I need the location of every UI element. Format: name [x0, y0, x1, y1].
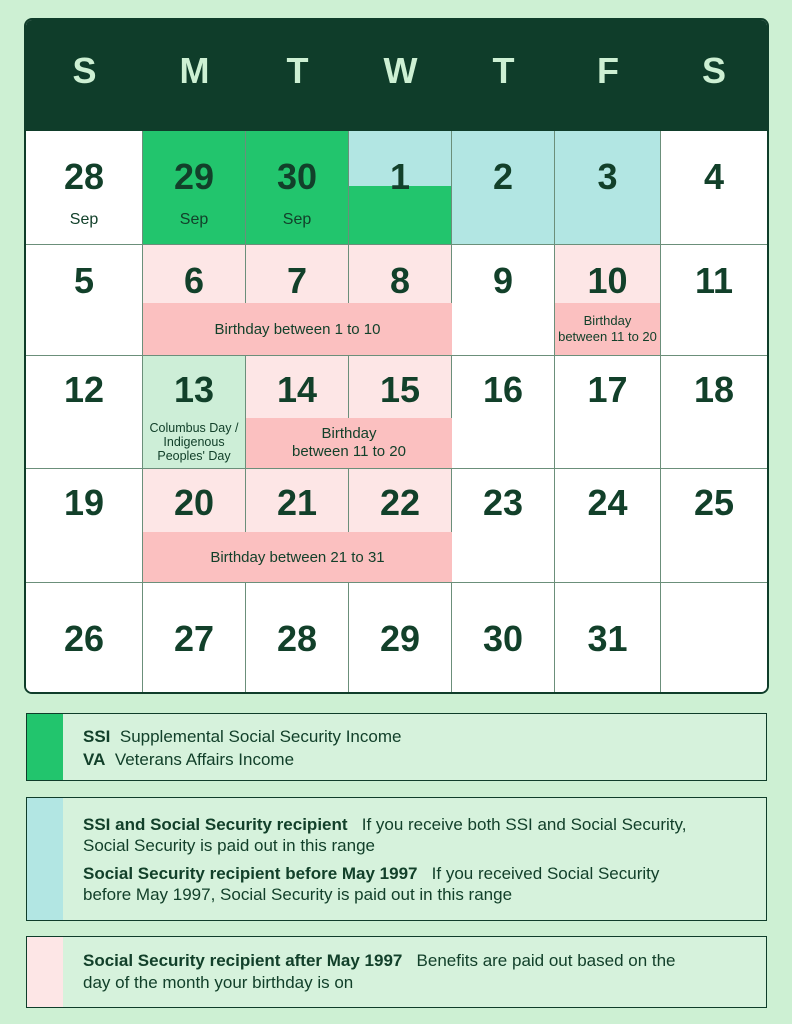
day-number: 28 — [63, 156, 105, 197]
legend-line — [83, 863, 746, 884]
weekday-thu: T — [492, 50, 515, 91]
day-number: 21 — [276, 482, 318, 523]
day-number: 11 — [694, 260, 734, 301]
day-number: 15 — [379, 369, 421, 410]
band-label: Birthday between 21 to 31 — [210, 548, 385, 566]
weekday-header — [26, 20, 767, 131]
birthday-band-21-31 — [143, 532, 452, 583]
day-cell — [661, 131, 767, 245]
day-cell — [349, 583, 452, 694]
day-cell — [555, 356, 661, 469]
weekday-sat: S — [701, 50, 726, 91]
legend-term: SSI and Social Security recipient — [83, 815, 348, 834]
legend-birthday — [26, 936, 767, 1008]
legend-term: VA — [83, 750, 106, 769]
legend-line — [83, 972, 746, 993]
legend-swatch-green — [27, 714, 63, 780]
day-cell — [555, 469, 661, 583]
day-number: 18 — [693, 369, 735, 410]
weekday-mon: M — [179, 50, 210, 91]
calendar-grid — [26, 131, 767, 694]
day-cell — [26, 583, 143, 694]
day-number: 8 — [389, 260, 411, 301]
day-number: 28 — [276, 618, 318, 659]
day-number: 31 — [587, 618, 628, 659]
day-number: 30 — [482, 618, 524, 659]
day-number: 2 — [492, 156, 514, 197]
weekday-wed: W — [383, 50, 418, 91]
legend-line — [83, 726, 746, 747]
day-number: 5 — [73, 260, 95, 301]
day-number: 27 — [173, 618, 215, 659]
legend-desc: Social Security is paid out in this range — [83, 836, 375, 855]
day-cell — [246, 583, 349, 694]
day-cell — [26, 356, 143, 469]
legend-desc: If you receive both SSI and Social Security, — [361, 815, 687, 834]
day-cell-empty — [661, 583, 767, 694]
day-cell — [143, 583, 246, 694]
birthday-band-11-20-small — [555, 303, 661, 356]
weekday-sun: S — [72, 50, 97, 91]
day-number: 9 — [492, 260, 514, 301]
day-number: 23 — [482, 482, 524, 523]
day-cell — [26, 245, 143, 356]
day-month: Sep — [179, 211, 209, 228]
legend-swatch-pink — [27, 937, 63, 1007]
day-number: 29 — [173, 156, 215, 197]
legend-desc: Benefits are paid out based on the — [416, 951, 676, 970]
day-cell-social-security — [555, 131, 661, 245]
day-number: 10 — [587, 260, 628, 301]
legend-term: SSI — [83, 727, 111, 746]
band-label-line2: between 11 to 20 — [558, 329, 657, 344]
legend-desc: Veterans Affairs Income — [114, 750, 295, 769]
legend-desc: If you received Social Security — [431, 864, 660, 883]
holiday-label: Columbus Day / Indigenous Peoples' Day — [149, 421, 239, 463]
day-number: 1 — [389, 156, 411, 197]
calendar — [24, 18, 769, 694]
day-number: 12 — [63, 369, 105, 410]
legend-line — [83, 884, 746, 905]
day-cell — [555, 583, 661, 694]
day-cell — [452, 356, 555, 469]
legend-social-security — [26, 797, 767, 921]
band-label-line2: between 11 to 20 — [292, 443, 406, 460]
day-cell — [26, 469, 143, 583]
legend-line — [83, 749, 746, 770]
legend-line — [83, 950, 746, 971]
day-cell — [661, 245, 767, 356]
day-number: 3 — [597, 156, 618, 197]
day-number: 19 — [63, 482, 105, 523]
band-label: Birthday between 1 to 10 — [214, 320, 381, 338]
day-cell-holiday — [143, 356, 246, 469]
day-cell — [26, 131, 143, 245]
legend-line — [83, 814, 746, 835]
day-number: 16 — [482, 369, 524, 410]
day-number: 13 — [173, 369, 215, 410]
day-month: Sep — [282, 211, 312, 228]
day-number: 26 — [63, 618, 105, 659]
weekday-tue: T — [286, 50, 309, 91]
day-number: 4 — [703, 156, 725, 197]
legend-line — [83, 835, 746, 856]
day-number: 25 — [693, 482, 735, 523]
birthday-band-1-10 — [143, 303, 452, 356]
day-number: 14 — [276, 369, 318, 410]
weekday-fri: F — [597, 50, 619, 91]
day-cell — [452, 245, 555, 356]
day-cell-ssi-split — [349, 131, 452, 245]
legend-swatch-teal — [27, 798, 63, 920]
legend-desc: before May 1997, Social Security is paid out in this range — [83, 885, 513, 904]
legend-term: Social Security recipient before May 1997 — [83, 864, 418, 883]
day-cell — [452, 469, 555, 583]
day-number: 7 — [286, 260, 308, 301]
day-cell-social-security — [452, 131, 555, 245]
day-number: 22 — [379, 482, 421, 523]
day-cell — [452, 583, 555, 694]
day-cell — [661, 469, 767, 583]
day-number: 17 — [587, 369, 628, 410]
legend-desc: Supplemental Social Security Income — [119, 727, 402, 746]
band-label-line1: Birthday — [583, 313, 632, 328]
legend-desc: day of the month your birthday is on — [83, 973, 354, 992]
day-cell — [661, 356, 767, 469]
day-number: 20 — [173, 482, 215, 523]
day-cell-ssi — [143, 131, 246, 245]
day-cell-ssi — [246, 131, 349, 245]
legend-ssi-va — [26, 713, 767, 781]
day-number: 24 — [587, 482, 628, 523]
birthday-band-11-20 — [246, 418, 452, 469]
day-number: 30 — [276, 156, 318, 197]
day-number: 6 — [183, 260, 205, 301]
day-month: Sep — [69, 211, 99, 228]
band-label-line1: Birthday — [321, 425, 377, 442]
day-number: 29 — [379, 618, 421, 659]
legend-term: Social Security recipient after May 1997 — [83, 951, 403, 970]
